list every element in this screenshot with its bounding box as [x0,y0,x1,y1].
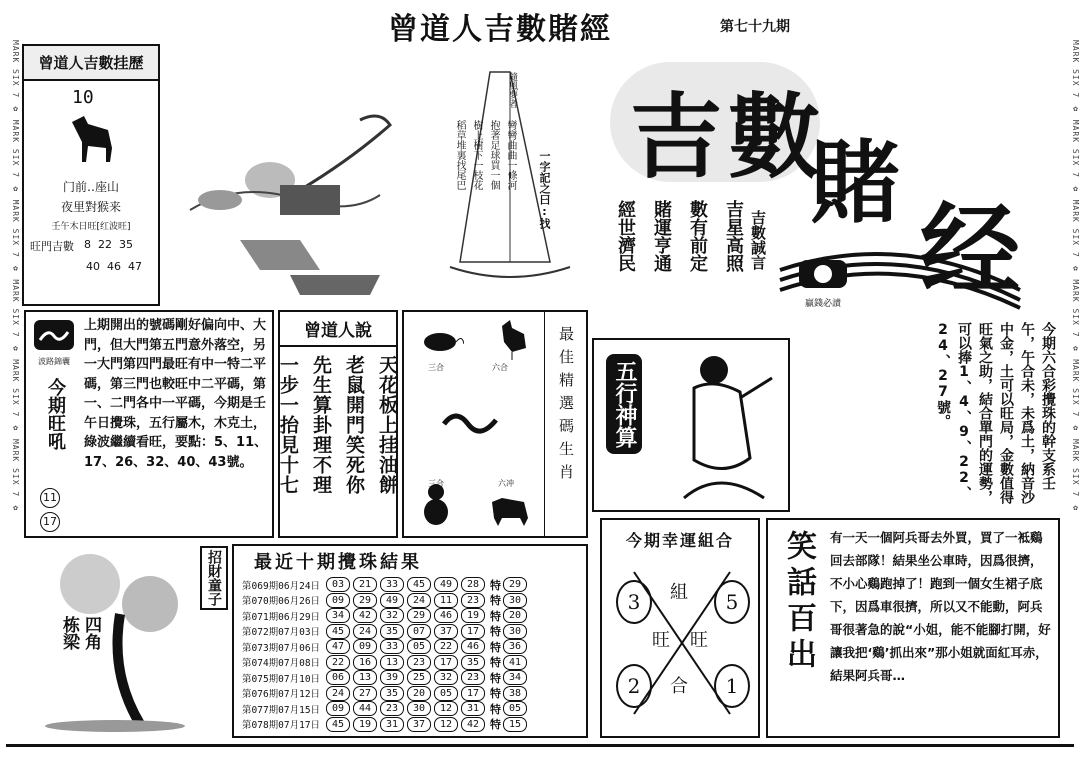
saying-col-1: 天花板上挂油餅 [376,355,398,495]
result-ball: 37 [407,717,431,732]
rooster-icon [492,316,532,360]
result-ball: 37 [434,624,458,639]
special-label: 特 [490,609,501,623]
big-title-char-1: 吉 [630,83,723,191]
result-ball: 28 [461,577,485,592]
result-ball: 13 [353,670,377,685]
special-label: 特 [490,702,501,716]
dog-icon [488,488,532,528]
saying-col-2: 老鼠開門笑死你 [343,355,365,495]
results-rows [234,577,586,732]
special-label: 特 [490,671,501,685]
big-title-char-2: 數 [728,83,821,191]
special-ball: 20 [503,608,527,623]
big-title-char-4: 经 [920,191,1020,309]
result-row [242,577,586,593]
lucky-nums-1: 8 22 35 [84,238,133,251]
result-date: 第075期07月10日 [242,673,321,685]
fortune-boy-caption: 四角栋梁 [59,616,101,650]
results-box [232,544,588,738]
combo-char-left: 旺 [652,630,670,651]
side-strip-right: MARK SIX 7 ✿ MARK SIX 7 ✿ MARK SIX 7 ✿ MARK SIX 7 ✿ MARK SIX 7 ✿ MARK SIX 7 ✿ [1071,40,1080,513]
five-elements-text-body: 今期六合彩攪珠的幹支系壬午，午合未，未爲土，納音沙中金，土可以旺局，金數值得旺氣之助，結合單門的運勢，可以捧1、4、9、22、24、27號。 [935,322,1056,504]
result-ball: 24 [326,686,350,701]
result-ball: 34 [326,608,350,623]
result-ball: 46 [461,639,485,654]
zodiac-label-top-left: 三合 [428,363,444,372]
result-ball: 07 [407,624,431,639]
special-label: 特 [490,640,501,654]
result-ball: 45 [326,624,350,639]
result-ball: 09 [353,639,377,654]
lucky-label: 旺門吉數 [30,240,74,253]
calendar-line-3: 壬午木日旺[红波旺] [51,222,131,232]
lucky-combo-box [600,518,760,738]
result-ball: 49 [380,593,404,608]
result-ball: 27 [353,686,377,701]
combo-number-bottom-left: 2 [616,664,652,708]
poem-line-3: 樹上樹下一枝花 [471,120,482,190]
result-ball: 31 [461,701,485,716]
result-date: 第071期06月29日 [242,611,321,623]
lucky-nums-2: 40 46 47 [86,260,142,273]
result-ball: 33 [380,577,404,592]
result-row [242,593,586,609]
result-ball: 29 [353,593,377,608]
calendar-line-2: 夜里對猴来 [60,200,121,214]
motto-col-2: 數有前定 [687,200,708,272]
bottom-rule [6,744,1074,747]
result-ball: 13 [380,655,404,670]
result-row [242,624,586,640]
result-ball: 19 [353,717,377,732]
result-date: 第070期06月26日 [242,596,321,608]
result-date: 第072期07月03日 [242,627,321,639]
horse-icon [64,108,124,168]
saying-col-4: 一步一抬見十七 [277,355,299,495]
page-title: 曾道人吉數賭經 [388,12,612,47]
poem-line-4: 稻草堆裏找尾巴 [454,120,465,190]
combo-number-bottom-right: 1 [714,664,750,708]
combo-char-top: 組 [670,582,688,603]
result-ball: 05 [407,639,431,654]
result-ball: 16 [353,655,377,670]
special-ball: 41 [503,655,527,670]
result-ball: 42 [461,717,485,732]
stamp [793,256,853,308]
result-ball: 49 [434,577,458,592]
result-ball: 31 [380,717,404,732]
result-ball: 20 [407,686,431,701]
jokes-text: 有一天一個阿兵哥去外買，買了一袛鷄回去部隊！結果坐公車時，因爲很擠，不小心鷄跑掉了！跑到一個女生裙子底下，因爲車很擠，所以又不能動，阿兵哥很著急的說“小姐，能不能腳打開，好讓我把‘鷄’抓出來”那小姐就面紅耳赤，結果阿兵哥… [830,530,1051,683]
zodiac-side-label: 最佳精選碼生肖 [557,326,575,487]
result-ball: 25 [407,670,431,685]
deity-illustration [654,348,784,508]
special-ball: 05 [503,701,527,716]
motto-col-3: 賭運亨通 [651,200,672,272]
result-date: 第076期07月12日 [242,689,321,701]
result-date: 第073期07月06日 [242,642,321,654]
poem-caption: 一字記之曰:找 [538,150,551,229]
result-ball: 24 [407,593,431,608]
result-ball: 35 [461,655,485,670]
saying-col-3: 先生算卦理不理 [310,355,332,495]
result-row [242,670,586,686]
result-date: 第069期06月24日 [242,580,321,592]
calendar-number: 10 [72,87,94,108]
result-ball: 35 [380,624,404,639]
zodiac-box [402,310,588,538]
result-ball: 46 [434,608,458,623]
result-ball: 06 [326,670,350,685]
result-ball: 42 [353,608,377,623]
badge [32,318,76,368]
result-ball: 39 [380,670,404,685]
number-11: 11 [40,488,60,508]
result-ball: 45 [407,577,431,592]
jokes-title: 笑話百出 [781,530,816,674]
stamp-label: 贏錢必讀 [804,299,841,309]
result-row [242,608,586,624]
special-label: 特 [490,718,501,732]
special-ball: 34 [503,670,527,685]
result-ball: 19 [461,608,485,623]
result-ball: 32 [380,608,404,623]
zodiac-label-bottom-left: 三合 [428,479,444,488]
special-ball: 29 [503,577,527,592]
five-elements-text [796,322,1058,512]
zodiac-label-bottom-right: 六冲 [498,479,514,488]
result-ball: 33 [380,639,404,654]
analysis-box [24,310,274,538]
result-row [242,655,586,671]
result-ball: 29 [407,608,431,623]
result-ball: 32 [434,670,458,685]
poem-signature: 隨風夢者 [507,72,517,108]
result-ball: 30 [407,701,431,716]
result-ball: 03 [326,577,350,592]
special-ball: 30 [503,593,527,608]
result-ball: 45 [326,717,350,732]
calendar-box [22,44,160,306]
result-date: 第078期07月17日 [242,720,321,732]
special-ball: 36 [503,639,527,654]
landscape-illustration [180,100,430,300]
water-icon [32,318,76,352]
result-ball: 17 [461,686,485,701]
result-ball: 23 [407,655,431,670]
result-ball: 22 [326,655,350,670]
issue-number: 第七十九期 [720,19,790,35]
zodiac-label-top-right: 六合 [492,363,508,372]
saying-title: 曾道人說 [280,312,396,347]
result-ball: 24 [353,624,377,639]
jokes-box [766,518,1060,738]
result-row [242,639,586,655]
result-ball: 35 [380,686,404,701]
stamp-icon [793,256,853,292]
special-label: 特 [490,594,501,608]
special-label: 特 [490,687,501,701]
result-ball: 44 [353,701,377,716]
result-ball: 17 [434,655,458,670]
special-ball: 30 [503,624,527,639]
result-ball: 47 [326,639,350,654]
result-ball: 23 [461,593,485,608]
dragon-icon [440,404,500,444]
fortune-boy-area [24,544,230,738]
result-date: 第077期07月15日 [242,704,321,716]
analysis-tag: 今期旺吼 [45,378,66,450]
result-ball: 21 [353,577,377,592]
special-label: 特 [490,625,501,639]
motto-col-1: 吉星高照 [723,200,744,272]
five-elements-box [592,338,790,512]
result-ball: 23 [461,670,485,685]
rat-icon [418,324,464,354]
special-ball: 38 [503,686,527,701]
results-title: 最近十期攪珠結果 [254,552,422,573]
combo-number-top-left: 3 [616,580,652,624]
saying-box [278,310,398,538]
badge-label: 波路錦囊 [38,357,70,366]
motto-side: 吉數誠言 [749,210,767,270]
result-ball: 09 [326,701,350,716]
result-row [242,686,586,702]
special-label: 特 [490,578,501,592]
combo-char-bottom: 合 [670,676,688,697]
result-row [242,701,586,717]
result-ball: 22 [434,639,458,654]
fortune-boy-label: 招財童子 [200,546,228,610]
combo-number-top-right: 5 [714,580,750,624]
result-ball: 09 [326,593,350,608]
big-title-char-3: 賭 [810,130,900,236]
combo-char-right: 旺 [690,630,708,651]
result-ball: 23 [380,701,404,716]
result-row [242,717,586,733]
result-ball: 05 [434,686,458,701]
tree-illustration [30,544,200,734]
five-elements-title: 五行神算 [606,354,642,454]
special-label: 特 [490,656,501,670]
motto-col-4: 經世濟民 [615,200,636,272]
result-ball: 12 [434,701,458,716]
result-date: 第074期07月08日 [242,658,321,670]
result-ball: 17 [461,624,485,639]
side-strip-left: MARK SIX 7 ✿ MARK SIX 7 ✿ MARK SIX 7 ✿ MARK SIX 7 ✿ MARK SIX 7 ✿ MARK SIX 7 ✿ [11,40,20,513]
lucky-combo-title: 今期幸運組合 [625,531,734,550]
poem-line-2: 抱著足球買一個 [488,120,499,190]
result-ball: 12 [434,717,458,732]
number-17: 17 [40,512,60,532]
poem-line-1: 彎彎曲曲一條河 [505,120,516,190]
analysis-text: 上期開出的號碼剛好偏向中、大門，但大門第五門意外落空，另一大門第四門最旺有中一特二平碼，第三門也較旺中二平碼，第一、二門各中一平碼，今期是壬午日攪珠，五行屬木，木克土，綠波繼續看旺，要點：5、11、17、26、32、40、43號。 [84,318,268,470]
result-ball: 11 [434,593,458,608]
calendar-title: 曾道人吉數挂歷 [24,46,158,81]
calendar-line-1: 门前‥座山 [62,180,119,194]
special-ball: 15 [503,717,527,732]
